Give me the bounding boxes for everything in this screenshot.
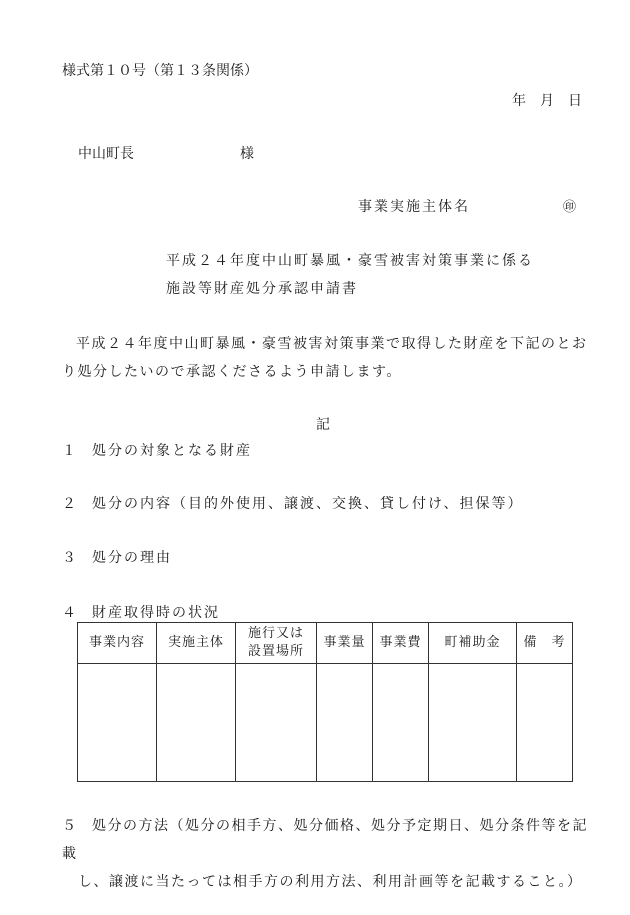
table-cell[interactable] <box>373 664 429 782</box>
item-text: 処分の内容（目的外使用、譲渡、交換、貸し付け、担保等） <box>92 496 524 512</box>
document-title-line1: 平成２４年度中山町暴風・豪雪被害対策事業に係る <box>166 253 534 269</box>
item-text: 処分の方法（処分の相手方、処分価格、処分予定期日、処分条件等を記載 <box>62 818 588 862</box>
item-3 <box>62 547 172 567</box>
seal-mark: ㊞ <box>563 200 577 215</box>
table-cell[interactable] <box>317 664 373 782</box>
table-cell[interactable] <box>236 664 317 782</box>
item-number: ３ <box>62 550 78 566</box>
item-1 <box>62 440 252 460</box>
ki-marker: 記 <box>316 417 330 433</box>
addressee-honorific: 様 <box>240 146 254 162</box>
item-text: 財産取得時の状況 <box>92 605 220 621</box>
asset-status-table <box>77 622 573 782</box>
item-2 <box>62 493 523 513</box>
col-header-project-content: 事業内容 <box>78 623 157 664</box>
item-number: ５ <box>62 818 78 834</box>
col-header-volume: 事業量 <box>317 623 373 664</box>
form-number: 様式第１０号（第１３条関係） <box>62 63 258 79</box>
request-body-text: 平成２４年度中山町暴風・豪雪被害対策事業で取得した財産を下記のとおり処分したいので承認くださるよう申請します。 <box>62 336 588 380</box>
table-cell[interactable] <box>78 664 157 782</box>
col-header-subsidy: 町補助金 <box>429 623 517 664</box>
col-header-location <box>236 623 317 664</box>
table-row <box>78 664 573 782</box>
table-cell[interactable] <box>429 664 517 782</box>
item-text: 処分の対象となる財産 <box>92 443 252 459</box>
document-title-line2: 施設等財産処分承認申請書 <box>166 281 358 297</box>
addressee-name: 中山町長 <box>78 146 134 162</box>
col-header-remarks: 備 考 <box>517 623 573 664</box>
item-4 <box>62 602 220 622</box>
table-header-row <box>78 623 573 664</box>
item-number: ２ <box>62 496 78 512</box>
date-line: 年 月 日 <box>512 93 582 109</box>
col-header-location-line1: 施行又は <box>247 626 304 641</box>
table-cell[interactable] <box>517 664 573 782</box>
applicant-label: 事業実施主体名 <box>358 199 470 215</box>
item-text: 処分の理由 <box>92 550 172 566</box>
col-header-cost: 事業費 <box>373 623 429 664</box>
item-number: １ <box>62 443 78 459</box>
table-cell[interactable] <box>157 664 236 782</box>
item-number: ４ <box>62 605 78 621</box>
col-header-location-line2: 設置場所 <box>247 644 304 659</box>
col-header-implementer: 実施主体 <box>157 623 236 664</box>
item-text-continued: し、譲渡に当たっては相手方の利用方法、利用計画等を記載すること。） <box>78 874 583 890</box>
item-5 <box>62 812 592 896</box>
